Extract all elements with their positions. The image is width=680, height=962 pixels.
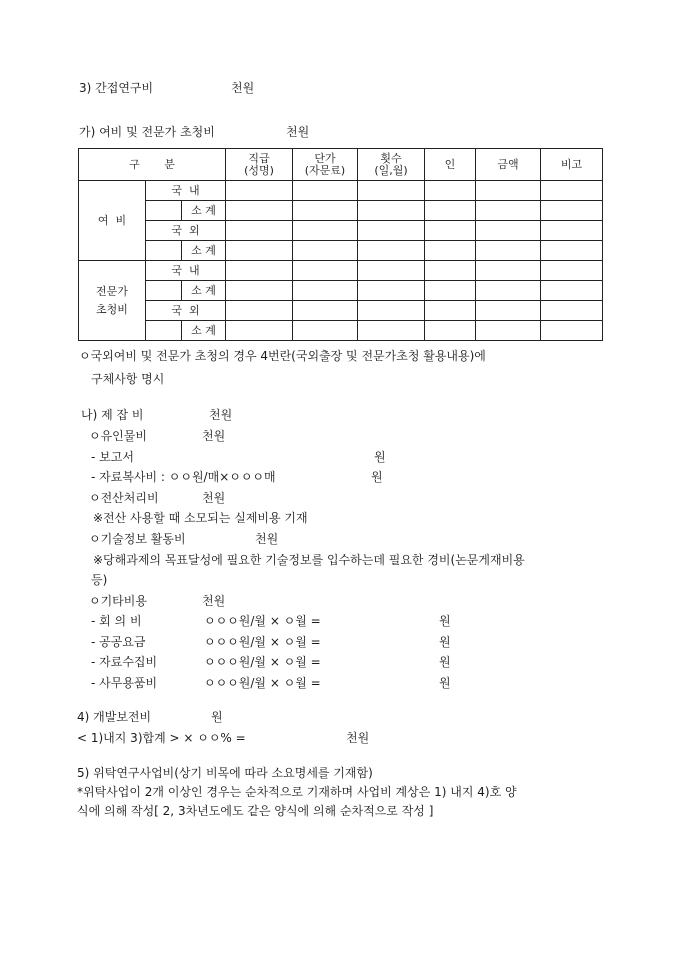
table-row <box>79 281 603 301</box>
section5-note-line1: *위탁사업이 2개 이상인 경우는 순차적으로 기재하며 사업비 계상은 1) 내지 4)호 양 <box>77 785 517 799</box>
other-label: ㅇ기타비용 <box>89 594 147 608</box>
other-item-calc: ㅇㅇㅇ원/월 × ㅇ월 = <box>204 635 321 649</box>
list-item <box>91 635 451 649</box>
techinfo-label: ㅇ기술정보 활동비 <box>89 532 186 546</box>
computing-note: ※전산 사용할 때 소모되는 실제비용 기재 <box>93 511 308 525</box>
section4-calc-label: < 1)내지 3)합계 > × ㅇㅇ% = <box>77 731 246 745</box>
travel-label: 여 비 <box>79 181 146 261</box>
techinfo-note-line2: 등) <box>91 573 108 587</box>
other-unit: 천원 <box>202 594 226 608</box>
header-persons: 인 <box>425 149 476 181</box>
expert-domestic: 국 내 <box>146 261 226 281</box>
section5-note-line2: 식에 의해 작성[ 2, 3차년도에도 같은 양식에 의해 순차적으로 작성 ] <box>77 804 434 818</box>
other-item-unit: 원 <box>439 676 451 690</box>
report-label: - 보고서 <box>91 450 134 464</box>
techinfo-unit: 천원 <box>255 532 279 546</box>
header-count: 횟수 (일,월) <box>358 149 425 181</box>
section-ga-line <box>79 125 310 139</box>
other-item-name: - 회 의 비 <box>91 614 142 628</box>
note-overseas-line1: ㅇ국외여비 및 전문가 초청의 경우 4번란(국외출장 및 전문가초청 활용내용)에 <box>79 349 486 363</box>
section3-label: 3) 간접연구비 <box>79 81 154 95</box>
section4-label: 4) 개발보전비 <box>77 710 152 724</box>
expert-overseas-subtotal: 소 계 <box>182 321 226 341</box>
travel-domestic-subtotal: 소 계 <box>182 201 226 221</box>
section3-unit: 천원 <box>231 81 255 95</box>
copy-line <box>91 470 383 484</box>
table-row <box>79 301 603 321</box>
list-item <box>91 655 451 669</box>
other-item-unit: 원 <box>439 614 451 628</box>
other-item-calc: ㅇㅇㅇ원/월 × ㅇ월 = <box>204 676 321 690</box>
other-item-name: - 자료수집비 <box>91 655 158 669</box>
section5-heading: 5) 위탁연구사업비(상기 비목에 따라 소요명세를 기재함) <box>77 766 373 780</box>
header-note: 비고 <box>541 149 603 181</box>
copy-label: - 자료복사비 : ㅇㅇ원/매×ㅇㅇㅇ매 <box>91 470 276 484</box>
section4-line <box>77 710 223 724</box>
report-line <box>91 450 386 464</box>
copy-unit: 원 <box>371 470 383 484</box>
header-price: 단가 (자문료) <box>293 149 358 181</box>
other-item-unit: 원 <box>439 635 451 649</box>
table-row <box>79 321 603 341</box>
list-item <box>91 614 451 628</box>
computing-unit: 천원 <box>202 491 226 505</box>
table-row <box>79 181 603 201</box>
section-na-line <box>81 408 233 422</box>
other-item-name: - 공공요금 <box>91 635 146 649</box>
section-ga-label: 가) 여비 및 전문가 초청비 <box>79 125 215 139</box>
expert-domestic-subtotal: 소 계 <box>182 281 226 301</box>
table-row <box>79 201 603 221</box>
section3-line <box>79 81 255 95</box>
printing-label: ㅇ유인물비 <box>89 429 147 443</box>
techinfo-note-line1: ※당해과제의 목표달성에 필요한 기술정보를 입수하는데 필요한 경비(논문게재비용 <box>93 553 525 567</box>
techinfo-line <box>89 532 279 546</box>
section4-calc-unit: 천원 <box>346 731 370 745</box>
travel-expert-cost-table <box>78 148 603 341</box>
list-item <box>91 676 451 690</box>
computing-line <box>89 491 226 505</box>
header-amount: 금액 <box>476 149 541 181</box>
table-row <box>79 221 603 241</box>
note-overseas-line2: 구체사항 명시 <box>91 372 165 386</box>
section4-unit: 원 <box>211 710 223 724</box>
travel-overseas-subtotal: 소 계 <box>182 241 226 261</box>
section-na-label: 나) 제 잡 비 <box>81 408 144 422</box>
printing-unit: 천원 <box>202 429 226 443</box>
table-header-row <box>79 149 603 181</box>
header-grade: 직급 (성명) <box>226 149 293 181</box>
other-item-name: - 사무용품비 <box>91 676 158 690</box>
section-na-unit: 천원 <box>209 408 233 422</box>
header-category: 구 분 <box>79 149 226 181</box>
expert-label: 전문가 초청비 <box>79 261 146 341</box>
section-ga-unit: 천원 <box>286 125 310 139</box>
travel-domestic: 국 내 <box>146 181 226 201</box>
report-unit: 원 <box>374 450 386 464</box>
other-item-unit: 원 <box>439 655 451 669</box>
table-row <box>79 241 603 261</box>
expert-overseas: 국 외 <box>146 301 226 321</box>
travel-overseas: 국 외 <box>146 221 226 241</box>
section4-calc-line <box>77 731 370 745</box>
other-item-calc: ㅇㅇㅇ원/월 × ㅇ월 = <box>204 655 321 669</box>
printing-line <box>89 429 226 443</box>
computing-label: ㅇ전산처리비 <box>89 491 159 505</box>
table-row <box>79 261 603 281</box>
other-line <box>89 594 226 608</box>
other-item-calc: ㅇㅇㅇ원/월 × ㅇ월 = <box>204 614 321 628</box>
